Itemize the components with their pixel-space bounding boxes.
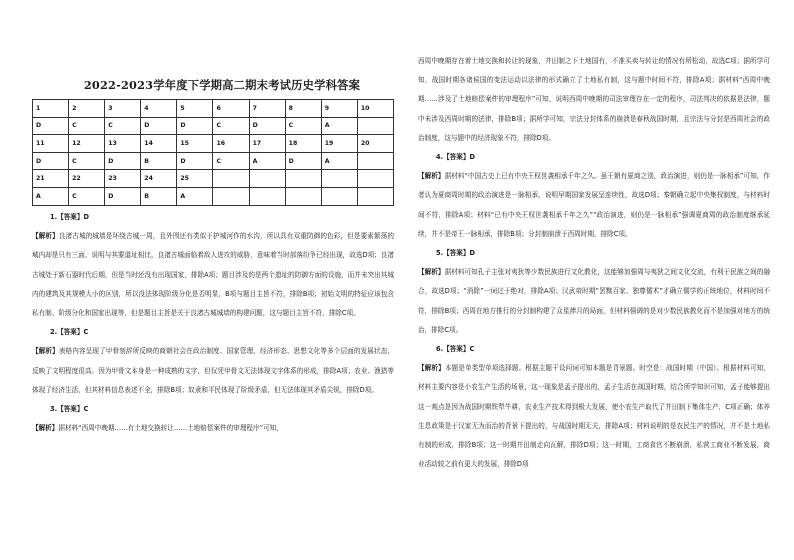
table-cell: D <box>33 152 69 170</box>
table-cell <box>357 152 393 170</box>
table-cell: A <box>321 152 357 170</box>
table-cell: 19 <box>321 135 357 153</box>
table-cell <box>285 170 321 188</box>
table-cell <box>249 170 285 188</box>
table-row <box>33 100 394 118</box>
table-cell <box>285 187 321 205</box>
table-row <box>33 152 394 170</box>
table-cell: 8 <box>285 100 321 118</box>
table-cell <box>357 187 393 205</box>
table-cell: C <box>69 117 105 135</box>
table-cell: 13 <box>105 135 141 153</box>
answer-table <box>32 99 394 206</box>
table-cell: A <box>321 117 357 135</box>
q4-answer: 4.【答案】D <box>436 153 475 162</box>
table-cell: D <box>177 117 213 135</box>
table-cell: C <box>213 117 249 135</box>
q6-analysis-text: 本题是单类型单项选择题。根据主题干设问词可知本题是背景题。时空是：战国时期（中国）。根据材料可知，材料主要内容是小农生产生活的场景，这一现象是孟子提出的，孟子生活在战国时期，结合所学知识可知，孟子能够提出这一观点是因为战国时期铁犁牛耕，农业生产技术得到极大发展，使小农生产取代了井田制下集体生产，C项正确；体养生息政策是于汉家无为而治的背景下提出的，与战国时期无关，排除A项；材料说明的是农民生产的情况，并不是土地私有制的形成，排除B项；这一时期井田制走向瓦解，排除D项；这一时期，工商食官不断崩溃，私营工商业不断发展，商业活动较之前有更大的发展，排除D项 <box>418 364 770 469</box>
table-cell: 4 <box>141 100 177 118</box>
table-cell: 5 <box>177 100 213 118</box>
table-cell: 2 <box>69 100 105 118</box>
table-cell: D <box>33 117 69 135</box>
q2-analysis-label: 【解析】 <box>32 347 59 356</box>
q1-analysis-label: 【解析】 <box>32 232 59 241</box>
table-cell: 15 <box>177 135 213 153</box>
table-cell <box>249 187 285 205</box>
q3-analysis-label: 【解析】 <box>32 424 59 433</box>
q1-answer: 1.【答案】D <box>50 213 89 221</box>
table-row <box>33 187 394 205</box>
table-cell: 11 <box>33 135 69 153</box>
q5-analysis-text: 据材料可知孔子主张对夷狄等少数民族进行文化教化，这能够加强周与夷狄之间文化交流，有利于民族之间的融合，故选D项；“消除”一词过于绝对，排除A项；汉武帝时期“罢黜百家、独尊儒术”才确立儒学的正统地位，材料时间不符，排除B项；西周在地方推行的分封制构建了众星捧月的局面，但材料强调的是对少数民族教化而不是加强对地方的统治，排除C项。 <box>418 268 771 334</box>
q3-answer: 3.【答案】C <box>50 405 89 414</box>
table-cell: C <box>105 117 141 135</box>
table-cell: D <box>141 117 177 135</box>
q5-analysis <box>418 263 770 340</box>
table-cell: 21 <box>33 170 69 188</box>
q2-analysis-text: 表格内容呈现了甲骨刻辞所反映的商朝社会在政治制度、国家管理、经济形态、思想文化等多个层面的发展状态，反映了文明程度很高。因为甲骨文本身是一种成熟的文字，但仅凭甲骨文无法体现文字体系的形成，排除A项；农业、渔猎等体现了经济生活，但其材料信息表述不全，排除B项；奴隶和平民体现了阶级矛盾，但无法体现其矛盾尖锐，排除D项。 <box>32 347 395 394</box>
table-cell <box>321 170 357 188</box>
table-cell: A <box>33 187 69 205</box>
table-cell: 9 <box>321 100 357 118</box>
q6-analysis-label: 【解析】 <box>418 364 445 373</box>
table-cell: 12 <box>69 135 105 153</box>
table-cell: B <box>141 187 177 205</box>
table-cell <box>321 187 357 205</box>
table-cell: 16 <box>213 135 249 153</box>
table-cell: A <box>177 187 213 205</box>
q4-analysis-text: 据材料“中国古史上已有中央王权世袭相承千年之久。虽王朝有夏商之别，政治演进，则仍是一脉相承”可知，作者认为夏商周时期的政治演进是一脉相承，说明早期国家发展呈连续性，故选D项；秦朝确立起中央集权制度，与材料时间不符，排除A项；材料“已有中央王权世袭相承千年之久”“政治演进，则仍是一脉相承”强调夏商周的政治制度继承延续，并不是帝王一脉相承，排除B项；分封制崩溃于西周时期，排除C项。 <box>418 172 771 238</box>
table-row <box>33 170 394 188</box>
table-cell: D <box>105 187 141 205</box>
table-cell: C <box>69 152 105 170</box>
table-cell: 10 <box>357 100 393 118</box>
table-cell: 18 <box>285 135 321 153</box>
q4-analysis <box>418 167 770 244</box>
right-column-analysis <box>418 52 770 474</box>
table-cell: 3 <box>105 100 141 118</box>
table-cell: 14 <box>141 135 177 153</box>
q4-analysis-label: 【解析】 <box>418 172 445 181</box>
q3-analysis <box>32 419 394 438</box>
table-cell: 20 <box>357 135 393 153</box>
left-column-analysis <box>32 208 394 438</box>
page-title: 2022-2023学年度下学期高二期末考试历史学科答案 <box>83 78 361 92</box>
table-cell <box>357 117 393 135</box>
table-cell: 17 <box>249 135 285 153</box>
table-row <box>33 117 394 135</box>
q2-analysis <box>32 342 394 400</box>
q2-answer: 2.【答案】C <box>50 328 89 337</box>
table-cell <box>357 170 393 188</box>
table-cell: C <box>285 117 321 135</box>
table-row <box>33 135 394 153</box>
table-cell: D <box>285 152 321 170</box>
table-cell: A <box>249 152 285 170</box>
table-cell: 23 <box>105 170 141 188</box>
table-cell: 7 <box>249 100 285 118</box>
q3-analysis-text: 据材料“西周中晚期……有土地交换转让……土地赔偿案件的审理程序”可知， <box>58 424 283 433</box>
answer-table-body <box>33 100 394 206</box>
q3-analysis-continued: 西周中晚期存在着土地交换和转让的现象，井田制之下土地国有，不准买卖与转让的情况有所松动，故选C项；据所学可知，战国时期各诸侯国的变法运动以法律的形式确立了土地私有制，这与题中时间不符，排除A项；据材料“西周中晚期……涉及了土地赔偿案件的审理程序”可知，说明西周中晚期的司法审理存在一定的程序，司法判决的依据是法律，题中未涉及西周时期的法律，排除B项；据所学可知，宗法分封体系的崩溃是春秋战国时期，且宗法与分封是西周社会的政治制度，这与题中的经济现象不符，排除D项。 <box>418 57 770 142</box>
table-cell: 22 <box>69 170 105 188</box>
q6-answer: 6.【答案】C <box>436 345 475 354</box>
q6-analysis <box>418 359 770 474</box>
q5-answer: 5.【答案】D <box>436 249 475 258</box>
table-cell: 24 <box>141 170 177 188</box>
table-cell: D <box>177 152 213 170</box>
table-cell: D <box>105 152 141 170</box>
table-cell: C <box>213 152 249 170</box>
table-cell: B <box>141 152 177 170</box>
table-cell: C <box>69 187 105 205</box>
q1-analysis-text: 良渚古城的城墙是环绕古城一周，且外围还有类似于护城河作的水沟，所以具有双重防御的色彩，但是要素繁荡的城内却是只有三面，说明与其要道址相比，良渚古城面临着敌人进攻的威胁，意味着当时部落纷争已经出现，故选D项；良渚古城处于新石器时代后期，但是当时还没有出现国家，排除A项；题目涉及的是两个遗址的防御方面的设施，而并未突出其城内的建筑及其规模大小的区别，所以没法体现阶级分化是否明显，B项与题目主旨不符，排除B项；初始文明的特征应该包含私有制、阶级分化和国家出现等，但是题目主旨是关于良渚古城城墙的构建问题，这与题目主旨不符，排除C项。 <box>32 232 395 318</box>
table-cell <box>213 187 249 205</box>
q1-analysis <box>32 227 394 323</box>
table-cell: 1 <box>33 100 69 118</box>
table-cell: 25 <box>177 170 213 188</box>
table-cell: D <box>249 117 285 135</box>
table-cell <box>213 170 249 188</box>
q5-analysis-label: 【解析】 <box>418 268 445 277</box>
table-cell: 6 <box>213 100 249 118</box>
